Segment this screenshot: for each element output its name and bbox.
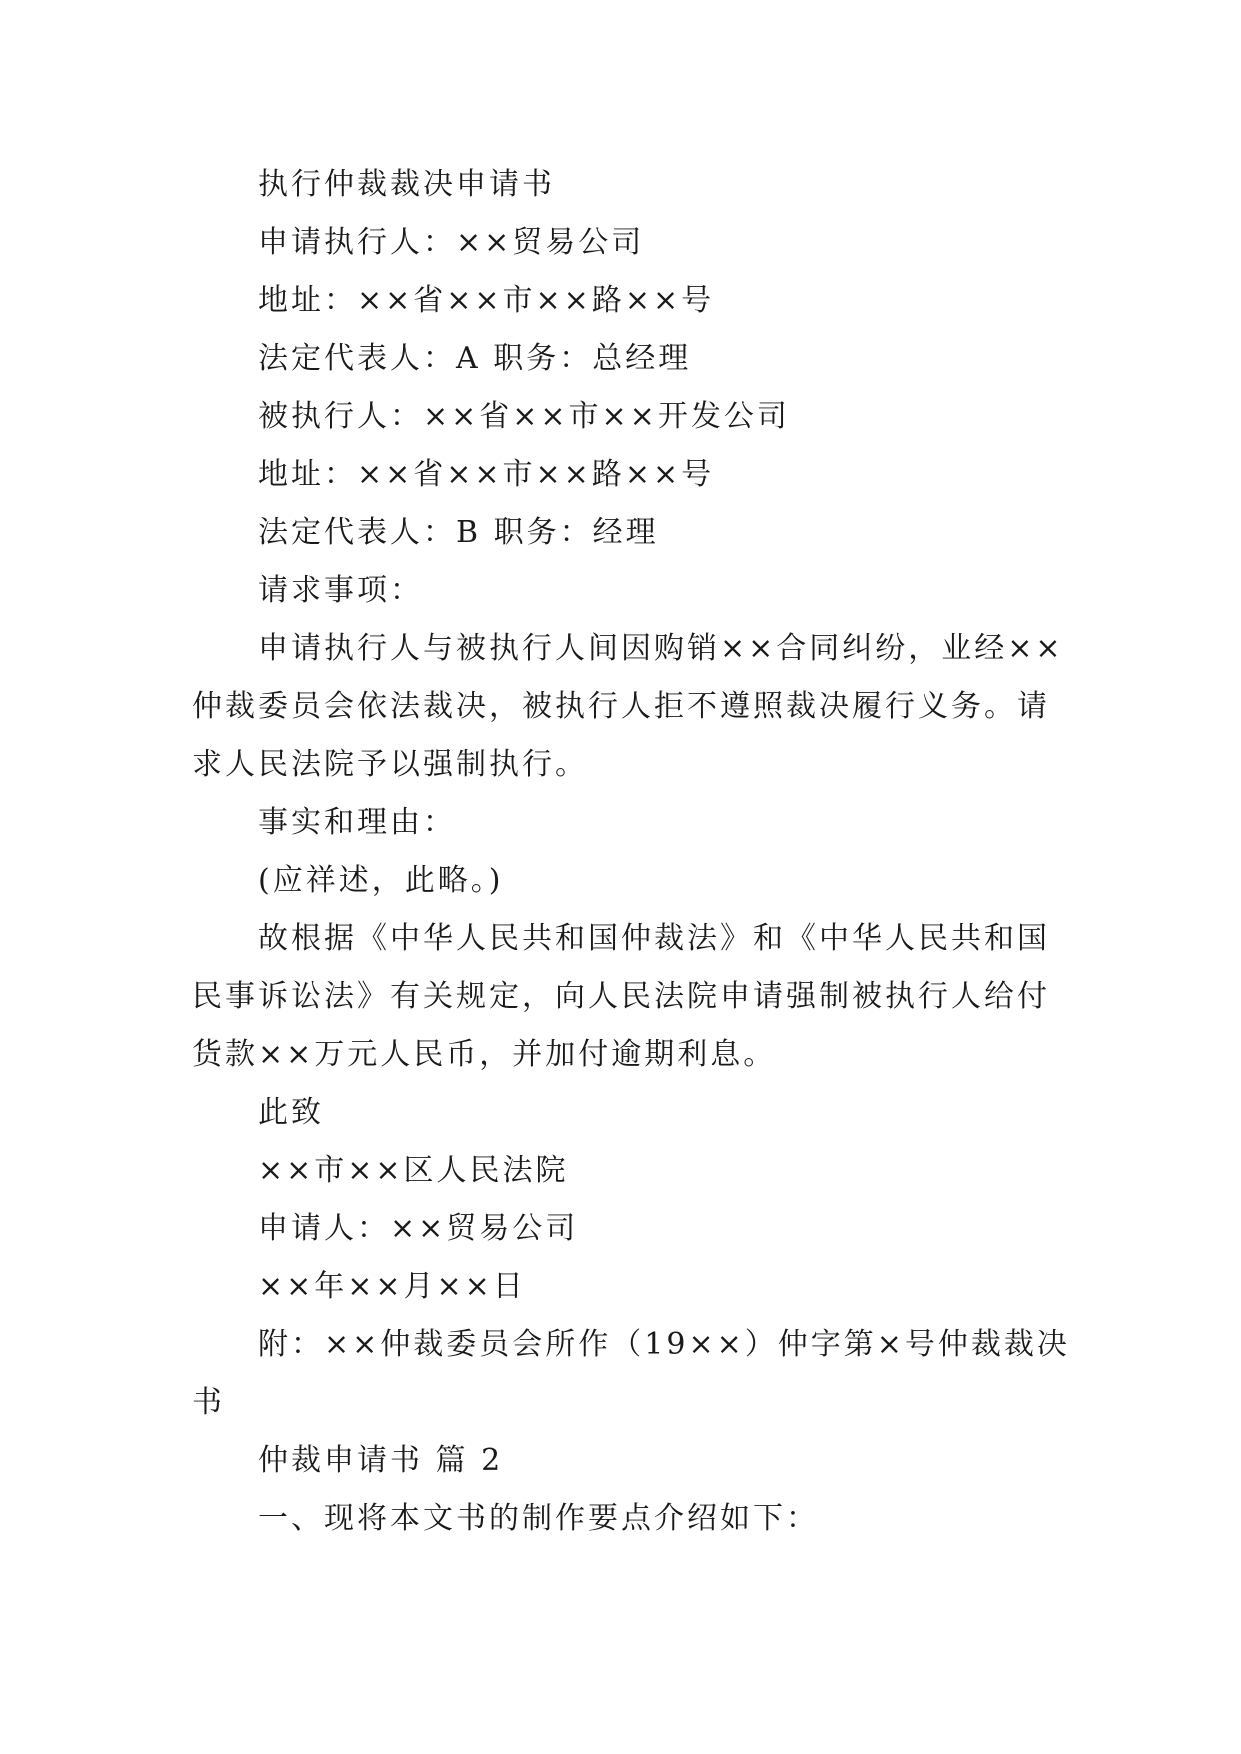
intro-line: 一、现将本文书的制作要点介绍如下： bbox=[258, 1501, 819, 1536]
document-title: 执行仲裁裁决申请书 bbox=[258, 167, 555, 202]
legal-basis-paragraph: 故根据《中华人民共和国仲裁法》和《中华人民共和国民事诉讼法》有关规定，向人民法院申请强制被执行人给付货款××万元人民币，并加付逾期利息。 bbox=[192, 921, 1050, 1072]
signer-line: 申请人：××贸易公司 bbox=[258, 1211, 579, 1246]
date-line: ××年××月××日 bbox=[258, 1269, 526, 1304]
salutation-line: 此致 bbox=[258, 1095, 324, 1130]
section-heading: 仲裁申请书 篇 2 bbox=[258, 1443, 504, 1478]
respondent-address-line: 地址：××省××市××路××号 bbox=[258, 457, 715, 492]
requests-paragraph: 申请执行人与被执行人间因购销××合同纠纷，业经××仲裁委员会依法裁决，被执行人拒不遵照裁决履行义务。请求人民法院予以强制执行。 bbox=[192, 631, 1064, 782]
respondent-line: 被执行人：××省××市××开发公司 bbox=[258, 399, 790, 434]
respondent-representative-line: 法定代表人：B 职务：经理 bbox=[258, 515, 659, 550]
facts-heading: 事实和理由： bbox=[258, 805, 456, 840]
facts-omitted-note: (应祥述，此略。) bbox=[258, 863, 504, 898]
court-line: ××市××区人民法院 bbox=[258, 1153, 569, 1188]
attachment-paragraph: 附：××仲裁委员会所作（19××）仲字第×号仲裁裁决书 bbox=[192, 1327, 1070, 1420]
applicant-line: 申请执行人：××贸易公司 bbox=[258, 225, 645, 260]
document-body bbox=[192, 156, 1072, 1548]
requests-heading: 请求事项： bbox=[258, 573, 423, 608]
applicant-address-line: 地址：××省××市××路××号 bbox=[258, 283, 715, 318]
applicant-representative-line: 法定代表人：A 职务：总经理 bbox=[258, 341, 692, 376]
